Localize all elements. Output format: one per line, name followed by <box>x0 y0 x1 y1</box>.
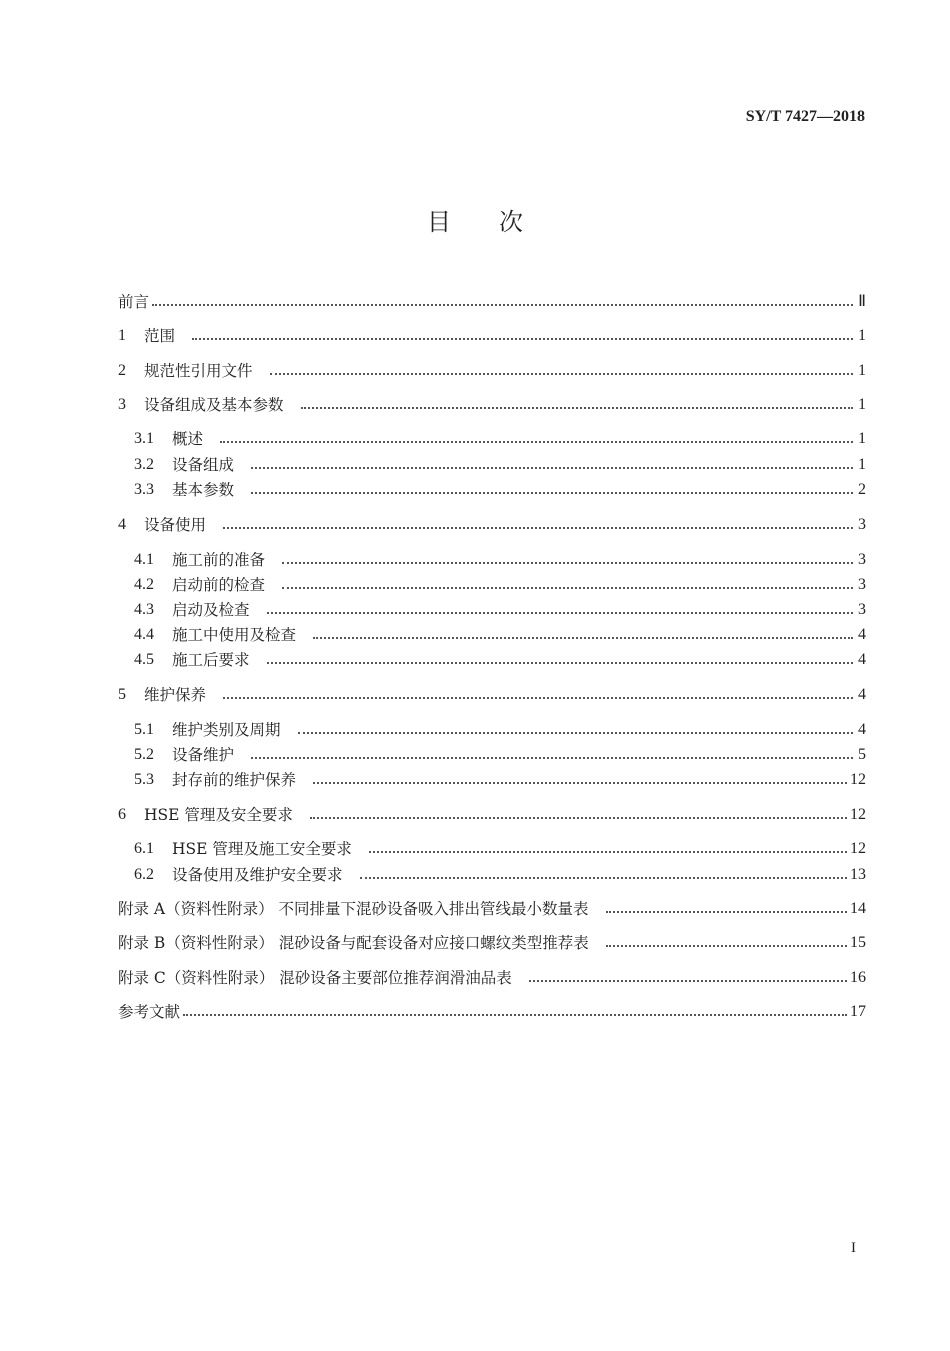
dot-leader <box>183 1014 847 1016</box>
toc-entry-page: 17 <box>850 1003 866 1020</box>
toc-entry-title: 概述 <box>172 430 204 448</box>
toc-entry-title: HSE 管理及施工安全要求 <box>172 840 352 858</box>
page-number: I <box>851 1240 856 1256</box>
toc-entry-title: 设备组成 <box>172 456 235 474</box>
toc-entry-page: 12 <box>850 840 866 857</box>
dot-leader <box>313 637 853 639</box>
toc-entry[interactable] <box>134 864 866 886</box>
toc-entry-title: 设备维护 <box>172 746 235 764</box>
toc-entry-title: 施工中使用及检查 <box>172 626 297 644</box>
standard-code: SY/T 7427—2018 <box>745 108 865 125</box>
toc-entry-number: 4.4 <box>134 626 154 643</box>
toc-entry-page: 3 <box>858 516 866 533</box>
toc-entry[interactable] <box>118 1001 866 1023</box>
dot-leader <box>369 851 847 853</box>
toc-entry-number: 4.5 <box>134 651 154 668</box>
toc-entry-page: 3 <box>858 551 866 568</box>
toc-entry-number: 5 <box>118 686 126 703</box>
toc-entry-title: 维护保养 <box>144 686 207 704</box>
toc-entry-page: Ⅱ <box>858 293 866 310</box>
dot-leader <box>301 407 853 409</box>
toc-entry-title: 维护类别及周期 <box>172 721 281 739</box>
toc-entry-number: 3.3 <box>134 481 154 498</box>
toc-entry[interactable] <box>118 325 866 347</box>
toc-entry-page: 1 <box>858 396 866 413</box>
toc-entry[interactable] <box>118 514 866 536</box>
toc-entry-number: 1 <box>118 327 126 344</box>
toc-entry-page: 15 <box>850 934 866 951</box>
dot-leader <box>251 467 853 469</box>
dot-leader <box>220 441 853 443</box>
dot-leader <box>298 732 853 734</box>
toc-entry[interactable] <box>118 684 866 706</box>
toc-entry-number: 3.2 <box>134 456 154 473</box>
toc-entry[interactable] <box>134 624 866 646</box>
dot-leader <box>360 877 847 879</box>
toc-entry-title: 设备使用 <box>144 516 207 534</box>
toc-entry-page: 16 <box>850 969 866 986</box>
toc-entry-number: 3.1 <box>134 430 154 447</box>
dot-leader <box>267 612 853 614</box>
toc-entry-page: 4 <box>858 626 866 643</box>
toc-entry-number: 5.2 <box>134 746 154 763</box>
toc-entry-page: 1 <box>858 456 866 473</box>
toc-entry-page: 4 <box>858 721 866 738</box>
toc-entry-page: 12 <box>850 806 866 823</box>
toc-entry-title: 设备组成及基本参数 <box>144 396 284 414</box>
toc-entry-page: 2 <box>858 481 866 498</box>
dot-leader <box>282 562 853 564</box>
toc-entry-page: 4 <box>858 686 866 703</box>
toc-entry[interactable] <box>134 479 866 501</box>
toc-entry-title: 附录 C（资料性附录） 混砂设备主要部位推荐润滑油品表 <box>118 969 512 987</box>
toc-entry-title: 启动及检查 <box>172 601 250 619</box>
dot-leader <box>223 697 853 699</box>
toc-entry-title: 规范性引用文件 <box>144 362 253 380</box>
dot-leader <box>606 911 847 913</box>
dot-leader <box>251 757 853 759</box>
dot-leader <box>310 817 847 819</box>
toc-entry[interactable] <box>134 744 866 766</box>
toc-entry-title: 启动前的检查 <box>172 576 266 594</box>
toc-entry-page: 5 <box>858 746 866 763</box>
toc-entry-number: 4.3 <box>134 601 154 618</box>
toc-entry-title: 设备使用及维护安全要求 <box>172 866 343 884</box>
toc-entry-number: 4.1 <box>134 551 154 568</box>
toc-entry[interactable] <box>118 394 866 416</box>
toc-entry-number: 4 <box>118 516 126 533</box>
toc-entry[interactable] <box>134 649 866 671</box>
toc-entry-number: 5.3 <box>134 771 154 788</box>
toc-entry[interactable] <box>134 719 866 741</box>
dot-leader <box>223 527 853 529</box>
toc-entry-page: 3 <box>858 601 866 618</box>
toc-entry-page: 4 <box>858 651 866 668</box>
toc-entry[interactable] <box>134 838 866 860</box>
toc-entry-title: 附录 B（资料性附录） 混砂设备与配套设备对应接口螺纹类型推荐表 <box>118 934 589 952</box>
toc-entry-page: 3 <box>858 576 866 593</box>
toc-entry[interactable] <box>118 360 866 382</box>
toc-entry-title: 施工前的准备 <box>172 551 266 569</box>
toc-entry-number: 2 <box>118 362 126 379</box>
dot-leader <box>251 492 853 494</box>
toc-entry[interactable] <box>118 932 866 954</box>
toc-entry[interactable] <box>118 804 866 826</box>
toc-entry-title: 参考文献 <box>118 1003 181 1021</box>
dot-leader <box>529 980 847 982</box>
toc-entry-page: 12 <box>850 771 866 788</box>
toc-entry-page: 1 <box>858 327 866 344</box>
toc-entry-title: 基本参数 <box>172 481 235 499</box>
toc-entry[interactable] <box>134 769 866 791</box>
toc-entry[interactable] <box>118 291 866 313</box>
toc-entry-title: 附录 A（资料性附录） 不同排量下混砂设备吸入排出管线最小数量表 <box>118 900 589 918</box>
toc-entry-number: 5.1 <box>134 721 154 738</box>
toc-entry-number: 6 <box>118 806 126 823</box>
dot-leader <box>267 662 853 664</box>
dot-leader <box>270 373 853 375</box>
toc-entry[interactable] <box>134 454 866 476</box>
toc-entry-number: 6.2 <box>134 866 154 883</box>
dot-leader <box>282 587 853 589</box>
toc-entry-title: 范围 <box>144 327 176 345</box>
toc-entry-page: 14 <box>850 900 866 917</box>
toc-entry-title: 封存前的维护保养 <box>172 771 297 789</box>
toc-entry-title: HSE 管理及安全要求 <box>144 806 293 824</box>
dot-leader <box>606 945 847 947</box>
dot-leader <box>152 304 853 306</box>
toc-entry[interactable] <box>134 428 866 450</box>
toc-entry-number: 4.2 <box>134 576 154 593</box>
page-title: 目次 <box>427 208 571 236</box>
toc-entry-page: 1 <box>858 362 866 379</box>
toc-entry-title: 前言 <box>118 293 150 311</box>
toc-entry-page: 13 <box>850 866 866 883</box>
toc-entry-page: 1 <box>858 430 866 447</box>
toc-entry-number: 6.1 <box>134 840 154 857</box>
dot-leader <box>192 338 853 340</box>
toc-entry[interactable] <box>134 549 866 571</box>
toc-entry[interactable] <box>134 574 866 596</box>
toc-entry-number: 3 <box>118 396 126 413</box>
toc-entry[interactable] <box>134 599 866 621</box>
dot-leader <box>313 782 847 784</box>
toc-entry-title: 施工后要求 <box>172 651 250 669</box>
toc-entry[interactable] <box>118 898 866 920</box>
toc-entry[interactable] <box>118 967 866 989</box>
